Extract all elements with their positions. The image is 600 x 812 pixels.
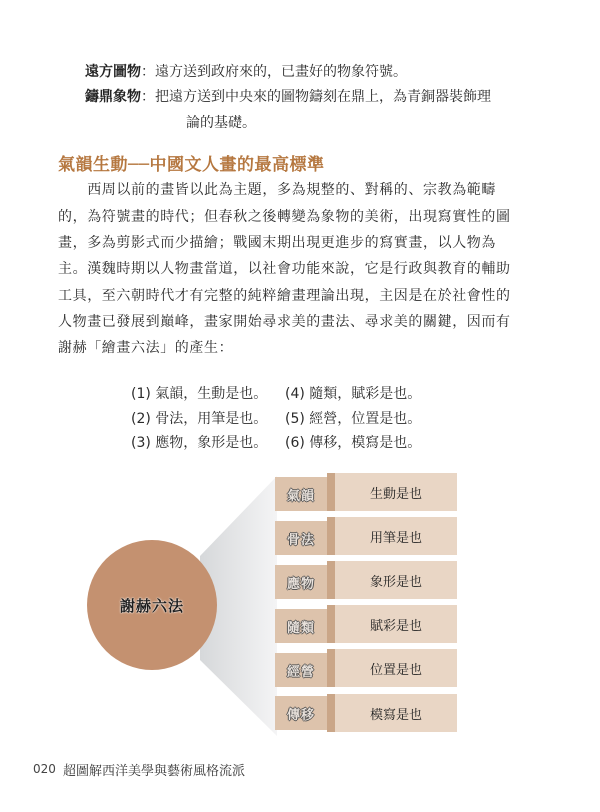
law-meaning: 位置是也	[369, 662, 422, 678]
law-block	[275, 694, 457, 732]
paragraph-line: 的，為符號畫的時代；但春秋之後轉變為象物的美術，出現寫實性的圖	[58, 209, 511, 225]
center-label: 謝赫六法	[119, 596, 184, 615]
law-meaning-box	[335, 605, 457, 643]
law-term-tab	[275, 653, 327, 687]
law-meaning-box	[335, 473, 457, 511]
law-term: 骨法	[286, 532, 315, 548]
law-block	[275, 473, 457, 511]
list-item: (1) 氣韻，生動是也。	[131, 386, 268, 402]
law-term: 隨類	[286, 620, 315, 636]
section-heading: 氣韻生動──中國文人畫的最高標準	[58, 155, 325, 175]
law-term-tab	[275, 565, 327, 599]
definition-term: 鑄鼎象物	[85, 89, 141, 105]
law-meaning-box	[335, 649, 457, 687]
law-term: 應物	[286, 576, 315, 592]
law-meaning: 用筆是也	[369, 530, 422, 546]
law-term-tab	[275, 477, 327, 511]
definition-term: 遠方圖物	[85, 64, 141, 80]
definition-colon: ：	[141, 64, 155, 80]
law-meaning: 生動是也	[369, 486, 422, 502]
law-term-tab	[275, 696, 327, 730]
list-item: (2) 骨法，用筆是也。	[131, 411, 268, 427]
law-term: 氣韻	[286, 488, 315, 504]
page-number: 020	[33, 762, 56, 776]
center-circle	[87, 540, 217, 670]
law-meaning: 模寫是也	[369, 707, 422, 723]
definition-colon: ：	[141, 89, 155, 105]
paragraph-line: 西周以前的畫皆以此為主題，多為規整的、對稱的、宗教為範疇	[58, 182, 496, 198]
law-meaning-box	[335, 561, 457, 599]
law-term-tab	[275, 609, 327, 643]
law-block	[275, 561, 457, 599]
law-term: 傳移	[286, 707, 315, 723]
law-meaning: 賦彩是也	[369, 618, 422, 634]
paragraph-line: 謝赫「繪畫六法」的產生：	[58, 340, 234, 356]
law-meaning-box	[335, 517, 457, 555]
definition-text: 把遠方送到中央來的圖物鑄刻在鼎上，為青銅器裝飾理	[155, 89, 491, 105]
paragraph-line: 人物畫已發展到巔峰，畫家開始尋求美的畫法、尋求美的關鍵，因而有	[58, 314, 511, 330]
list-item: (6) 傳移，模寫是也。	[285, 435, 422, 451]
paragraph-line: 工具，至六朝時代才有完整的純粹繪畫理論出現，主因是在於社會性的	[58, 288, 511, 304]
law-term: 經營	[286, 664, 315, 680]
law-term-tab	[275, 521, 327, 555]
list-item: (3) 應物，象形是也。	[131, 435, 268, 451]
law-block	[275, 517, 457, 555]
law-block	[275, 605, 457, 643]
law-meaning-box	[335, 694, 457, 732]
paragraph-line: 畫，多為剪影式而少描繪；戰國末期出現更進步的寫實畫，以人物為	[58, 235, 496, 251]
list-item: (4) 隨類，賦彩是也。	[285, 386, 422, 402]
definition-continuation: 論的基礎。	[186, 115, 256, 131]
definition-text: 遠方送到政府來的，已畫好的物象符號。	[155, 64, 407, 80]
paragraph-line: 主。漢魏時期以人物畫當道，以社會功能來說，它是行政與教育的輔助	[58, 261, 511, 277]
law-meaning: 象形是也	[369, 574, 422, 590]
law-block	[275, 649, 457, 687]
list-item: (5) 經營，位置是也。	[285, 411, 422, 427]
book-title: 超圖解西洋美學與藝術風格流派	[63, 764, 246, 779]
